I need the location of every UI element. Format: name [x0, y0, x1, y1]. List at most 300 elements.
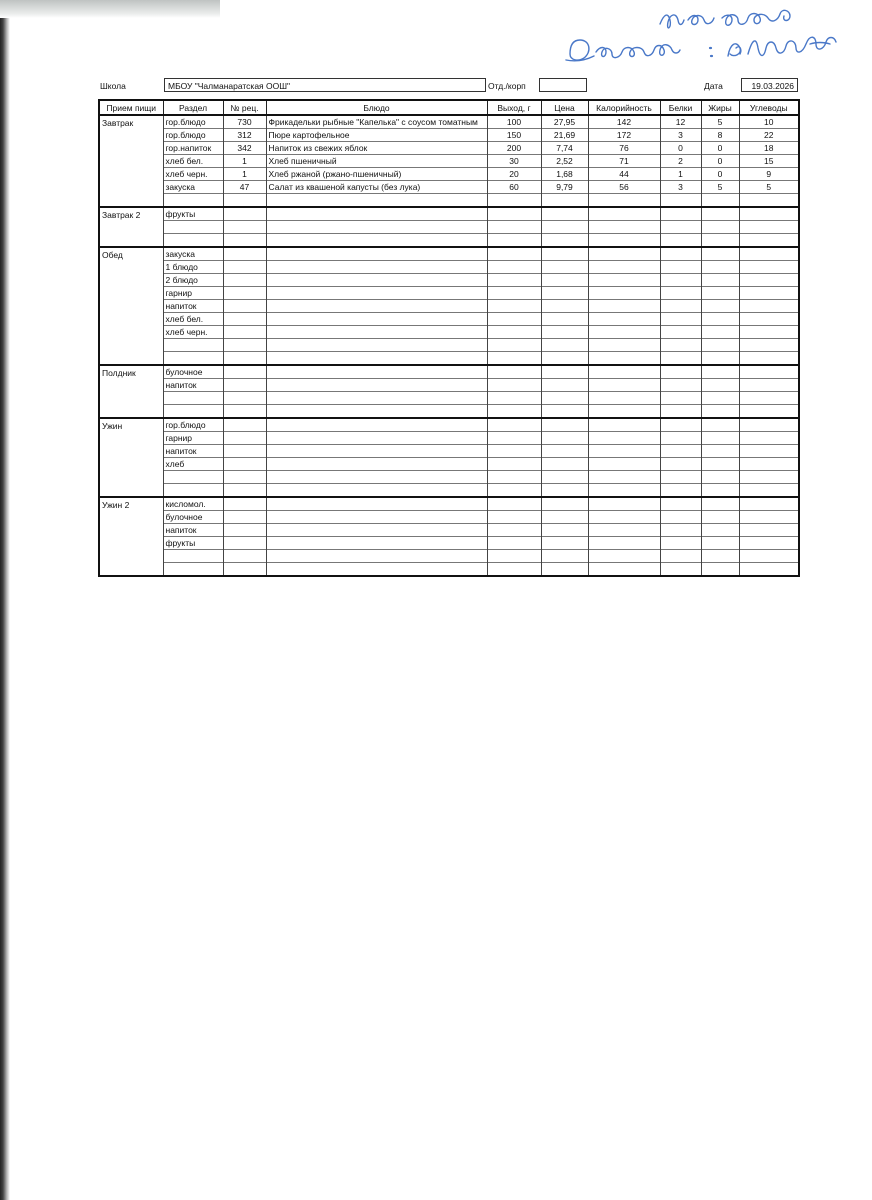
carbs-cell: 22 [739, 129, 799, 142]
menu-body [99, 115, 799, 576]
table-row [99, 129, 799, 142]
table-row [99, 207, 799, 221]
protein-cell [660, 550, 701, 563]
table-row [99, 379, 799, 392]
price-cell [541, 274, 588, 287]
approval-signature [560, 4, 860, 74]
dish-cell: Пюре картофельное [266, 129, 487, 142]
section-cell: гарнир [163, 287, 223, 300]
recipe-cell [223, 392, 266, 405]
protein-cell [660, 537, 701, 550]
yield-cell [487, 221, 541, 234]
kcal-cell: 142 [588, 115, 660, 129]
yield-cell [487, 207, 541, 221]
table-row [99, 550, 799, 563]
protein-cell: 1 [660, 168, 701, 181]
recipe-cell [223, 339, 266, 352]
dish-cell [266, 471, 487, 484]
section-cell: хлеб бел. [163, 313, 223, 326]
price-cell [541, 432, 588, 445]
section-cell [163, 352, 223, 366]
protein-cell [660, 497, 701, 511]
protein-cell: 3 [660, 181, 701, 194]
section-cell: хлеб бел. [163, 155, 223, 168]
protein-cell [660, 207, 701, 221]
yield-cell [487, 458, 541, 471]
kcal-cell [588, 471, 660, 484]
recipe-cell [223, 221, 266, 234]
price-cell [541, 287, 588, 300]
table-row [99, 445, 799, 458]
dish-cell [266, 365, 487, 379]
price-cell [541, 458, 588, 471]
dish-cell [266, 207, 487, 221]
table-row [99, 234, 799, 248]
price-cell [541, 365, 588, 379]
price-cell [541, 550, 588, 563]
fat-cell [701, 300, 739, 313]
protein-cell [660, 379, 701, 392]
menu-table [98, 99, 800, 577]
fat-cell [701, 484, 739, 498]
protein-cell [660, 458, 701, 471]
price-cell [541, 234, 588, 248]
price-cell [541, 392, 588, 405]
fat-cell [701, 405, 739, 419]
dish-cell [266, 524, 487, 537]
yield-cell [487, 392, 541, 405]
dish-cell [266, 392, 487, 405]
carbs-cell [739, 563, 799, 577]
yield-cell: 150 [487, 129, 541, 142]
kcal-cell [588, 326, 660, 339]
protein-cell [660, 365, 701, 379]
fat-cell [701, 313, 739, 326]
dish-cell [266, 458, 487, 471]
table-row [99, 365, 799, 379]
fat-cell [701, 274, 739, 287]
table-row [99, 497, 799, 511]
fat-cell: 8 [701, 129, 739, 142]
kcal-cell [588, 207, 660, 221]
recipe-cell [223, 352, 266, 366]
dept-label: Отд./корп [488, 81, 526, 91]
section-cell [163, 392, 223, 405]
price-cell [541, 471, 588, 484]
price-cell [541, 326, 588, 339]
section-cell: 2 блюдо [163, 274, 223, 287]
protein-cell [660, 392, 701, 405]
section-cell [163, 234, 223, 248]
section-cell [163, 563, 223, 577]
kcal-cell [588, 392, 660, 405]
fat-cell [701, 379, 739, 392]
kcal-cell [588, 405, 660, 419]
fat-cell [701, 207, 739, 221]
protein-cell [660, 511, 701, 524]
protein-cell [660, 247, 701, 261]
recipe-cell [223, 524, 266, 537]
price-cell [541, 484, 588, 498]
table-row [99, 418, 799, 432]
carbs-cell [739, 234, 799, 248]
section-cell: закуска [163, 181, 223, 194]
price-cell [541, 418, 588, 432]
fat-cell [701, 563, 739, 577]
kcal-cell [588, 339, 660, 352]
table-row [99, 405, 799, 419]
dish-cell [266, 432, 487, 445]
recipe-cell [223, 497, 266, 511]
recipe-cell [223, 484, 266, 498]
recipe-cell [223, 261, 266, 274]
kcal-cell [588, 484, 660, 498]
kcal-cell [588, 313, 660, 326]
table-row [99, 300, 799, 313]
protein-cell [660, 445, 701, 458]
section-cell: гор.блюдо [163, 129, 223, 142]
protein-cell [660, 234, 701, 248]
section-cell: напиток [163, 445, 223, 458]
protein-cell [660, 339, 701, 352]
fat-cell [701, 550, 739, 563]
table-row [99, 115, 799, 129]
fat-cell: 5 [701, 181, 739, 194]
kcal-cell [588, 563, 660, 577]
carbs-cell [739, 274, 799, 287]
dish-cell [266, 221, 487, 234]
kcal-cell [588, 497, 660, 511]
meal-name-cell: Ужин [99, 418, 163, 497]
price-cell [541, 247, 588, 261]
carbs-cell [739, 194, 799, 208]
yield-cell [487, 247, 541, 261]
table-row [99, 563, 799, 577]
yield-cell [487, 484, 541, 498]
recipe-cell: 47 [223, 181, 266, 194]
carbs-cell [739, 405, 799, 419]
dish-cell [266, 287, 487, 300]
meal-name-cell: Ужин 2 [99, 497, 163, 576]
recipe-cell [223, 274, 266, 287]
price-cell: 1,68 [541, 168, 588, 181]
fat-cell [701, 497, 739, 511]
meal-name-cell: Завтрак 2 [99, 207, 163, 247]
recipe-cell [223, 234, 266, 248]
section-cell [163, 471, 223, 484]
section-cell [163, 221, 223, 234]
scan-edge-left [0, 0, 10, 1200]
yield-cell [487, 274, 541, 287]
price-cell [541, 524, 588, 537]
yield-cell [487, 326, 541, 339]
dish-cell: Фрикадельки рыбные "Капелька" с соусом томатным [266, 115, 487, 129]
fat-cell [701, 471, 739, 484]
price-cell: 21,69 [541, 129, 588, 142]
recipe-cell: 1 [223, 155, 266, 168]
carbs-cell [739, 471, 799, 484]
dish-cell [266, 274, 487, 287]
col-kcal-header: Калорийность [588, 100, 660, 115]
yield-cell [487, 471, 541, 484]
table-row [99, 339, 799, 352]
dish-cell [266, 379, 487, 392]
carbs-cell: 18 [739, 142, 799, 155]
dish-cell [266, 339, 487, 352]
section-cell [163, 550, 223, 563]
table-row [99, 194, 799, 208]
table-row [99, 221, 799, 234]
table-row [99, 313, 799, 326]
recipe-cell [223, 432, 266, 445]
section-cell [163, 405, 223, 419]
recipe-cell [223, 511, 266, 524]
fat-cell: 0 [701, 155, 739, 168]
fat-cell [701, 432, 739, 445]
fat-cell: 5 [701, 115, 739, 129]
recipe-cell [223, 207, 266, 221]
yield-cell [487, 234, 541, 248]
kcal-cell [588, 537, 660, 550]
section-cell: гор.блюдо [163, 418, 223, 432]
protein-cell [660, 194, 701, 208]
dish-cell [266, 511, 487, 524]
dish-cell [266, 484, 487, 498]
kcal-cell: 71 [588, 155, 660, 168]
kcal-cell: 56 [588, 181, 660, 194]
recipe-cell [223, 445, 266, 458]
school-field: МБОУ "Чалманаратская ООШ" [164, 78, 486, 92]
dish-cell [266, 313, 487, 326]
carbs-cell [739, 497, 799, 511]
dish-cell: Хлеб пшеничный [266, 155, 487, 168]
protein-cell [660, 313, 701, 326]
carbs-cell [739, 300, 799, 313]
school-label: Школа [100, 81, 126, 91]
carbs-cell [739, 550, 799, 563]
kcal-cell [588, 194, 660, 208]
col-carbs-header: Углеводы [739, 100, 799, 115]
kcal-cell [588, 221, 660, 234]
fat-cell [701, 511, 739, 524]
yield-cell [487, 418, 541, 432]
carbs-cell [739, 365, 799, 379]
fat-cell [701, 392, 739, 405]
recipe-cell [223, 405, 266, 419]
yield-cell [487, 432, 541, 445]
fat-cell [701, 287, 739, 300]
dish-cell [266, 537, 487, 550]
yield-cell [487, 511, 541, 524]
meal-name-cell: Завтрак [99, 115, 163, 207]
protein-cell [660, 471, 701, 484]
fat-cell [701, 194, 739, 208]
col-meal-header: Прием пищи [99, 100, 163, 115]
meal-name-cell: Полдник [99, 365, 163, 418]
price-cell [541, 379, 588, 392]
price-cell [541, 537, 588, 550]
carbs-cell [739, 511, 799, 524]
scan-edge-top [0, 0, 220, 18]
dish-cell [266, 234, 487, 248]
table-row [99, 484, 799, 498]
carbs-cell [739, 379, 799, 392]
price-cell [541, 497, 588, 511]
kcal-cell [588, 247, 660, 261]
section-cell: булочное [163, 365, 223, 379]
recipe-cell [223, 537, 266, 550]
yield-cell [487, 261, 541, 274]
recipe-cell [223, 365, 266, 379]
yield-cell: 20 [487, 168, 541, 181]
yield-cell: 100 [487, 115, 541, 129]
kcal-cell [588, 379, 660, 392]
yield-cell [487, 550, 541, 563]
carbs-cell [739, 418, 799, 432]
price-cell [541, 405, 588, 419]
protein-cell: 2 [660, 155, 701, 168]
price-cell [541, 511, 588, 524]
table-row [99, 142, 799, 155]
kcal-cell [588, 511, 660, 524]
price-cell [541, 313, 588, 326]
protein-cell [660, 484, 701, 498]
carbs-cell [739, 537, 799, 550]
table-row [99, 274, 799, 287]
section-cell: хлеб [163, 458, 223, 471]
price-cell [541, 563, 588, 577]
meal-name-cell: Обед [99, 247, 163, 365]
price-cell [541, 221, 588, 234]
carbs-cell: 5 [739, 181, 799, 194]
section-cell: фрукты [163, 207, 223, 221]
section-cell: гарнир [163, 432, 223, 445]
section-cell [163, 339, 223, 352]
yield-cell [487, 313, 541, 326]
dish-cell [266, 326, 487, 339]
section-cell: напиток [163, 524, 223, 537]
price-cell: 27,95 [541, 115, 588, 129]
protein-cell: 0 [660, 142, 701, 155]
dish-cell [266, 418, 487, 432]
carbs-cell [739, 261, 799, 274]
fat-cell [701, 339, 739, 352]
carbs-cell: 10 [739, 115, 799, 129]
protein-cell [660, 274, 701, 287]
recipe-cell [223, 418, 266, 432]
price-cell [541, 339, 588, 352]
kcal-cell: 44 [588, 168, 660, 181]
price-cell [541, 300, 588, 313]
dish-cell [266, 497, 487, 511]
fat-cell [701, 234, 739, 248]
carbs-cell: 9 [739, 168, 799, 181]
yield-cell [487, 497, 541, 511]
protein-cell [660, 287, 701, 300]
recipe-cell [223, 247, 266, 261]
yield-cell [487, 194, 541, 208]
yield-cell [487, 445, 541, 458]
yield-cell [487, 339, 541, 352]
carbs-cell [739, 392, 799, 405]
section-cell: 1 блюдо [163, 261, 223, 274]
kcal-cell [588, 274, 660, 287]
section-cell [163, 484, 223, 498]
fat-cell [701, 418, 739, 432]
section-cell: напиток [163, 300, 223, 313]
table-row [99, 352, 799, 366]
recipe-cell: 1 [223, 168, 266, 181]
fat-cell [701, 221, 739, 234]
protein-cell [660, 432, 701, 445]
dish-cell [266, 563, 487, 577]
recipe-cell [223, 563, 266, 577]
yield-cell: 60 [487, 181, 541, 194]
carbs-cell [739, 247, 799, 261]
fat-cell [701, 247, 739, 261]
carbs-cell [739, 326, 799, 339]
section-cell: закуска [163, 247, 223, 261]
table-row [99, 261, 799, 274]
carbs-cell [739, 445, 799, 458]
table-row [99, 181, 799, 194]
dish-cell [266, 352, 487, 366]
protein-cell [660, 326, 701, 339]
recipe-cell [223, 458, 266, 471]
col-section-header: Раздел [163, 100, 223, 115]
dish-cell [266, 300, 487, 313]
kcal-cell [588, 445, 660, 458]
dish-cell [266, 194, 487, 208]
carbs-cell [739, 524, 799, 537]
protein-cell [660, 524, 701, 537]
table-row [99, 432, 799, 445]
yield-cell [487, 287, 541, 300]
protein-cell [660, 563, 701, 577]
yield-cell [487, 537, 541, 550]
fat-cell [701, 261, 739, 274]
col-fat-header: Жиры [701, 100, 739, 115]
carbs-cell [739, 221, 799, 234]
recipe-cell: 312 [223, 129, 266, 142]
section-cell: гор.блюдо [163, 115, 223, 129]
dish-cell [266, 550, 487, 563]
recipe-cell: 730 [223, 115, 266, 129]
section-cell: хлеб черн. [163, 168, 223, 181]
recipe-cell [223, 471, 266, 484]
table-row [99, 537, 799, 550]
dish-cell [266, 405, 487, 419]
price-cell: 9,79 [541, 181, 588, 194]
table-row [99, 247, 799, 261]
col-recipe-header: № рец. [223, 100, 266, 115]
col-protein-header: Белки [660, 100, 701, 115]
fat-cell [701, 458, 739, 471]
yield-cell [487, 563, 541, 577]
table-row [99, 287, 799, 300]
protein-cell: 3 [660, 129, 701, 142]
kcal-cell: 172 [588, 129, 660, 142]
table-row [99, 392, 799, 405]
table-row [99, 524, 799, 537]
kcal-cell [588, 524, 660, 537]
dish-cell [266, 247, 487, 261]
col-dish-header: Блюдо [266, 100, 487, 115]
table-header-row [99, 100, 799, 115]
kcal-cell [588, 234, 660, 248]
table-row [99, 326, 799, 339]
yield-cell: 30 [487, 155, 541, 168]
